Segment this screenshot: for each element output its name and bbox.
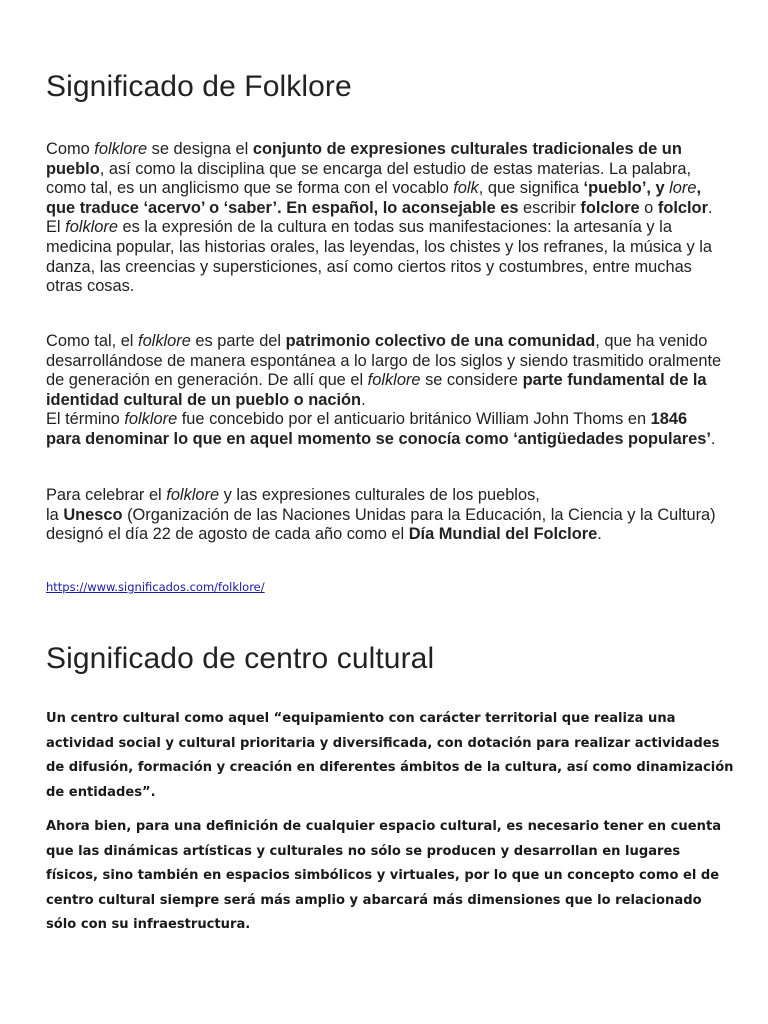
bold-text: patrimonio colectivo de una comunidad [285, 332, 596, 350]
italic-text: folklore [138, 332, 191, 350]
paragraph-folklore-heritage: Como tal, el folklore es parte del patrimonio colectivo de una comunidad, que ha venido desarrollándose de manera espontánea a lo largo de los siglos y siendo trasmitido oralmente de generación en generación. De allí que el folklore se considere parte fundamental de la identidad cultural de un pueblo o nación. El término folklore fue concebido por el anticuario británico William John Thoms en 1846 para denominar lo que en aquel momento se conocía como ‘antigüedades populares’. [46, 332, 722, 448]
bold-text: conjunto de expresiones culturales tradicionales de un pueblo [46, 140, 682, 178]
paragraph-folklore-day: Para celebrar el folklore y las expresiones culturales de los pueblos, la Unesco (Organización de las Naciones Unidas para la Educación, la Ciencia y la Cultura) designó el día 22 de agosto de cada año como el Día Mundial del Folclore. [46, 486, 716, 544]
source-link[interactable]: https://www.significados.com/folklore/ [46, 580, 265, 594]
heading-centro-cultural: Significado de centro cultural [46, 642, 435, 675]
italic-text: lore [669, 179, 697, 198]
bold-text: parte fundamental de la identidad cultural de un pueblo o nación [46, 371, 707, 409]
italic-text: folklore [367, 371, 421, 390]
bold-text: 1846 para denominar lo que en aquel momento se conocía como ‘antigüedades populares’ [46, 410, 711, 448]
italic-text: folklore [124, 410, 178, 429]
heading-folklore: Significado de Folklore [46, 70, 352, 103]
bold-text: , que traduce ‘acervo’ o ‘saber’. En español, lo aconsejable es [46, 179, 702, 217]
italic-text: folklore [65, 218, 118, 237]
italic-text: folklore [166, 486, 220, 504]
bold-text: folclor [657, 198, 708, 217]
paragraph-folklore-definition: Como folklore se designa el conjunto de expresiones culturales tradicionales de un pueblo, así como la disciplina que se encarga del estudio de estas materias. La palabra, como tal, es un anglicismo que se forma con el vocablo folk, que significa ‘pueblo’, y lore, que traduce ‘acervo’ o ‘saber’. En español, lo aconsejable es escribir folclore o folclor. El folklore es la expresión de la cultura en todas sus manifestaciones: la artesanía y la medicina popular, las historias orales, las leyendas, los chistes y los refranes, la música y la danza, las creencias y supersticiones, así como ciertos ritos y costumbres, entre muchas otras cosas. [46, 140, 713, 296]
paragraph-centro-cultural-definition: Un centro cultural como aquel “equipamiento con carácter territorial que realiza una actividad social y cultural prioritaria y diversificada, con dotación para realizar actividades de difusión, formación y creación en diferentes ámbitos de la cultura, así como dinamización de entidades”. [46, 711, 734, 800]
bold-text: ‘pueblo’, y [583, 179, 670, 198]
bold-text: folclore [580, 198, 640, 217]
bold-text: Unesco [63, 505, 123, 524]
italic-text: folk [453, 179, 479, 198]
italic-text: folklore [94, 140, 148, 158]
paragraph-espacio-cultural: Ahora bien, para una definición de cualquier espacio cultural, es necesario tener en cuenta que las dinámicas artísticas y culturales no sólo se producen y desarrollan en lugares físicos, sino también en espacios simbólicos y virtuales, por lo que un concepto como el de centro cultural siempre será más amplio y abarcará más dimensiones que lo relacionado sólo con su infraestructura. [46, 819, 722, 932]
bold-text: Día Mundial del Folclore [408, 525, 598, 544]
